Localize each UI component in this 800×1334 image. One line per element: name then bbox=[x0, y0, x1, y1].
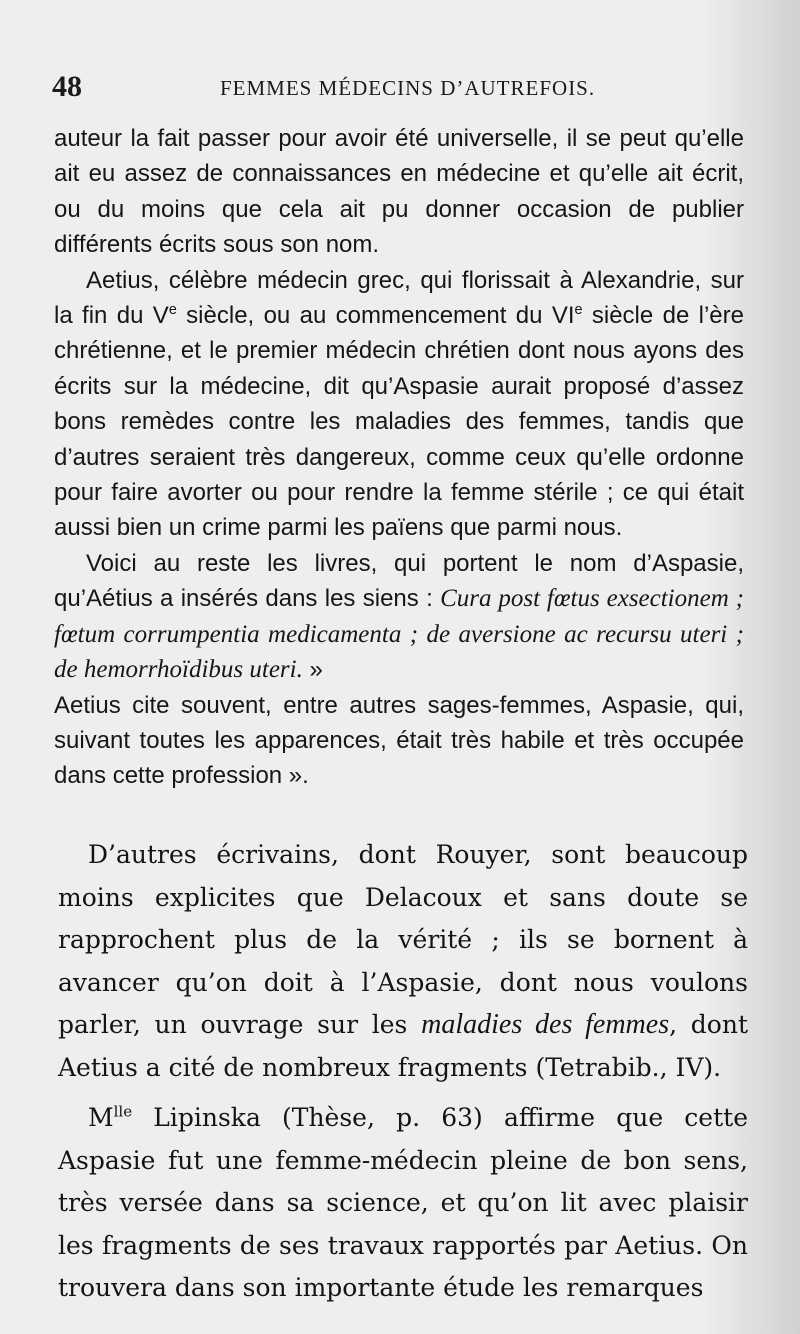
paragraph-3-text-b: » bbox=[302, 656, 323, 684]
paragraph-2-text-a: Aetius, célèbre médecin grec, qui florissait à Alexandrie, sur la fin du V bbox=[54, 266, 744, 330]
paragraph-5 bbox=[58, 834, 748, 1089]
superscript-e-2: e bbox=[574, 302, 583, 319]
paragraph-4 bbox=[54, 688, 744, 794]
paragraph-2-text-b: siècle, ou au commencement du VI bbox=[176, 302, 575, 330]
paragraph-6-text: Lipinska (Thèse, p. 63) affirme que cette Aspasie fut une femme-médecin pleine de bon sens, très versée dans sa science, et qu’on lit avec plaisir les fragments de ses travaux rapportés par Aetius. On trouvera dans son importante étude les remarques bbox=[58, 1103, 748, 1302]
page-number: 48 bbox=[52, 70, 82, 103]
paragraph-1 bbox=[54, 121, 744, 263]
paragraph-2 bbox=[54, 263, 744, 546]
paragraph-5-italic: maladies des femmes bbox=[421, 1009, 670, 1040]
paragraph-3-text-a: Voici au reste les livres, qui portent le nom d’Aspasie, qu’Aétius a insérés dans les siens : bbox=[54, 549, 744, 613]
main-text-block bbox=[58, 834, 748, 1310]
paragraph-6 bbox=[58, 1097, 748, 1310]
paragraph-5-text-b: , dont Aetius a cité de nombreux fragments (Tetrabib., IV). bbox=[58, 1010, 748, 1082]
superscript-e-1: e bbox=[168, 302, 177, 319]
running-title: FEMMES MÉDECINS D’AUTREFOIS. bbox=[220, 76, 596, 100]
quoted-text-block bbox=[54, 121, 744, 794]
paragraph-1-text: auteur la fait passer pour avoir été universelle, il se peut qu’elle ait eu assez de connaissances en médecine et qu’elle ait écrit, ou du moins que cela ait pu donner occasion de publier différents écrits sous son nom. bbox=[54, 125, 744, 259]
superscript-lle: lle bbox=[113, 1102, 133, 1121]
paragraph-3-italic-titles: Cura post fœtus exsectionem ; fœtum corrumpentia medicamenta ; de aversione ac recursu uteri ; de hemorrhoïdibus uteri. bbox=[54, 585, 744, 684]
paragraph-6-title: M bbox=[88, 1103, 114, 1132]
page-header bbox=[52, 62, 752, 102]
paragraph-5-text-a: D’autres écrivains, dont Rouyer, sont beaucoup moins explicites que Delacoux et sans doute se rapprochent plus de la vérité ; ils se bornent à avancer qu’on doit à l’Aspasie, dont nous voulons parler, un ouvrage sur les bbox=[58, 840, 748, 1039]
paragraph-2-text-c: siècle de l’ère chrétienne, et le premier médecin chrétien dont nous ayons des écrits sur la médecine, dit qu’Aspasie aurait proposé d’assez bons remèdes contre les maladies des femmes, tandis que d’autres seraient très dangereux, comme ceux qu’elle ordonne pour faire avorter ou pour rendre la femme stérile ; ce qui était aussi bien un crime parmi les païens que parmi nous. bbox=[54, 302, 744, 542]
paragraph-4-text: Aetius cite souvent, entre autres sages-femmes, Aspasie, qui, suivant toutes les apparences, était très habile et très occupée dans cette profession ». bbox=[54, 691, 744, 790]
paragraph-3 bbox=[54, 546, 744, 688]
